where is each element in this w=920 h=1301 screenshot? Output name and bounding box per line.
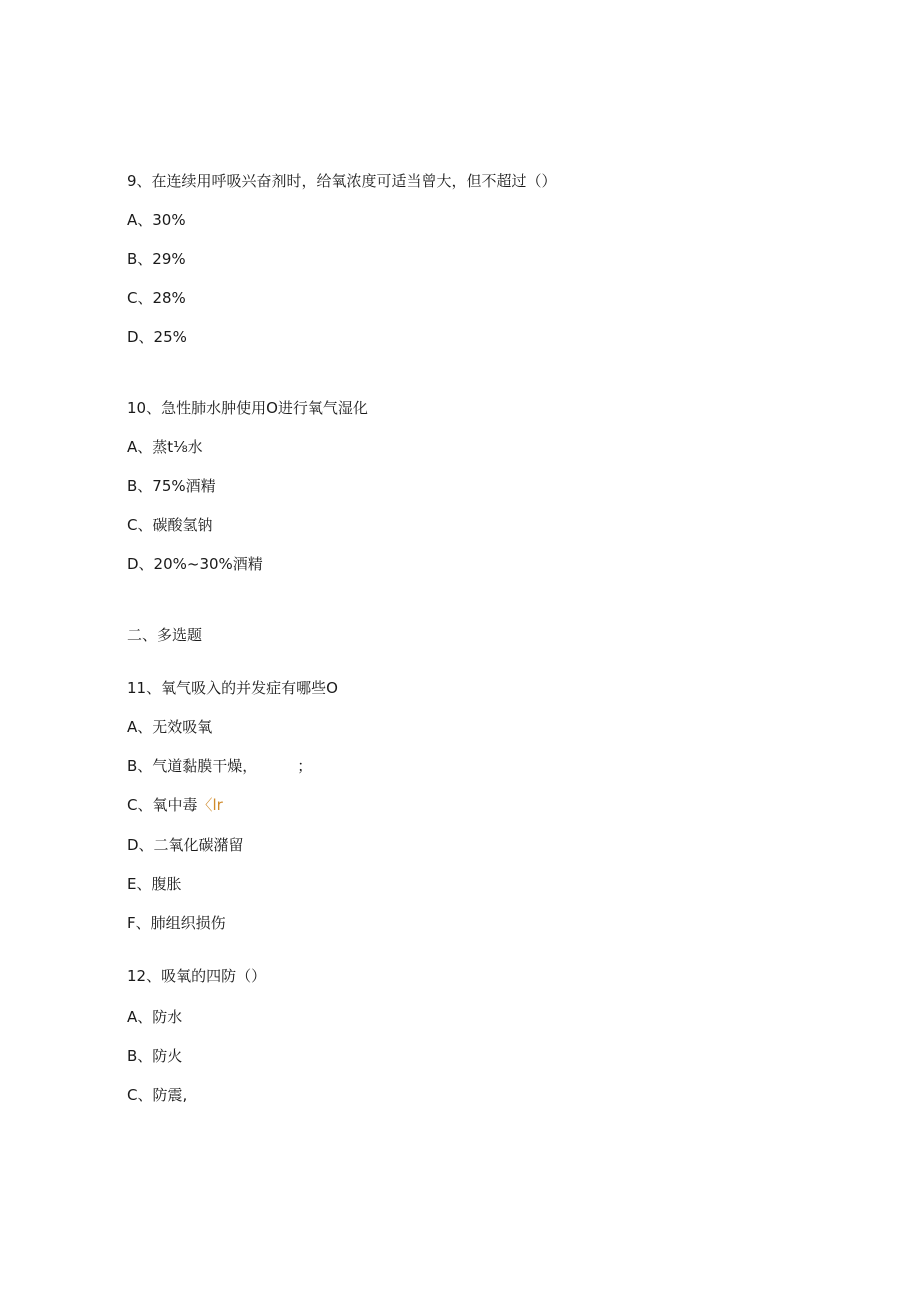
question-10-option-a: A、蒸t⅛水 <box>127 438 203 456</box>
question-9-option-b: B、29% <box>127 250 186 268</box>
option-c-annotation: 〈lr <box>197 796 223 814</box>
question-12-option-c: C、防震, <box>127 1086 188 1104</box>
question-12-option-b: B、防火 <box>127 1047 183 1065</box>
question-11-option-f: F、肺组织损伤 <box>127 914 226 932</box>
question-12-stem: 12、吸氧的四防（） <box>127 967 267 985</box>
question-12-option-a: A、防水 <box>127 1008 183 1026</box>
question-9-option-c: C、28% <box>127 289 186 307</box>
option-b-mark: ； <box>297 757 313 775</box>
question-11-option-b <box>127 756 312 776</box>
option-b-text: B、气道黏膜干燥， <box>127 757 258 775</box>
question-10-option-c: C、碳酸氢钠 <box>127 516 213 534</box>
question-11-option-c <box>127 795 223 815</box>
question-9-option-a: A、30% <box>127 211 186 229</box>
question-10-option-d: D、20%~30%酒精 <box>127 555 263 573</box>
question-9-option-d: D、25% <box>127 328 187 346</box>
question-11-option-e: E、腹胀 <box>127 875 182 893</box>
section-heading-multiple-choice: 二、多选题 <box>127 626 203 644</box>
option-c-text: C、氧中毒 <box>127 796 198 814</box>
question-10-stem: 10、急性肺水肿使用O进行氧气湿化 <box>127 399 368 417</box>
question-9-stem: 9、在连续用呼吸兴奋剂时，给氧浓度可适当曾大，但不超过（） <box>127 172 557 190</box>
question-11-option-d: D、二氧化碳潴留 <box>127 836 244 854</box>
question-11-option-a: A、无效吸氧 <box>127 718 213 736</box>
question-10-option-b: B、75%酒精 <box>127 477 216 495</box>
question-11-stem: 11、氧气吸入的并发症有哪些O <box>127 679 338 697</box>
